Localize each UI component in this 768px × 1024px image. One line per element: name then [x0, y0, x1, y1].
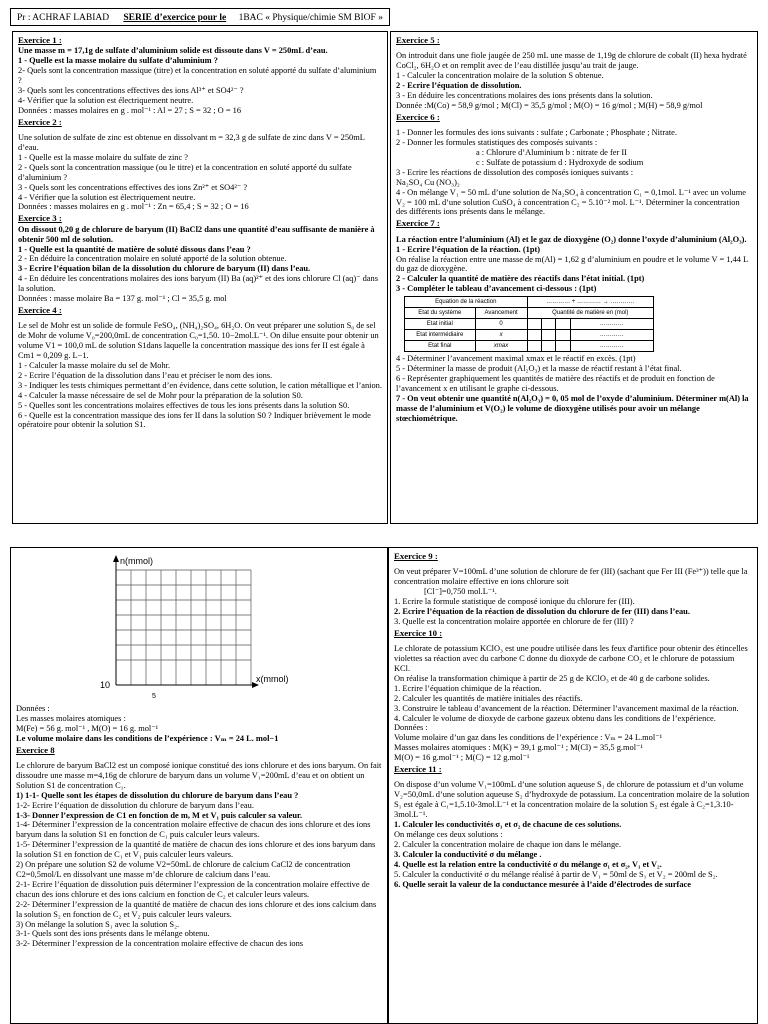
ex8-line: 1-5- Déterminer l’expression de la quantité de matière de chacun des ions chlorure et des ions baryum dans la solution S1 en fonction de C₁ et V₁ puis calculer leurs valeurs.	[16, 840, 376, 860]
ex6-line: 1 - Donner les formules des ions suivants : sulfate ; Carbonate ; Phosphate ; Nitrate.	[396, 128, 677, 138]
equation-dots: …………	[546, 298, 571, 305]
ex2-line: 4 - Vérifier que la solution est électriquement neutre.	[18, 192, 196, 202]
ex9-line: On veut préparer V=100mL d’une solution de chlorure de fer (III) (sachant que Fer III (Fe³⁺)) telle que la concentration molaire effective en ions chlorure soit	[394, 567, 748, 587]
ex11-line: 3. Calculer la conductivité σ du mélange .	[394, 849, 542, 859]
ex2-title: Exercice 2 :	[18, 116, 62, 127]
table-cell	[527, 319, 541, 330]
ex6-line: Na₂SO₄ Cu (NO₃)₂	[396, 177, 460, 187]
advance-intermediate: x	[475, 330, 527, 341]
ex11-line: 4. Quelle est la relation entre la conductivité σ du mélange σ₁ et σ₂, V₁ et V₂.	[394, 859, 662, 869]
state-intermediate: Etat intermédiaire	[405, 330, 476, 341]
ex10-line: Masses molaires atomiques : M(K) = 39,1 g.mol⁻¹ ; M(Cl) = 35,5 g.mol⁻¹	[394, 743, 643, 753]
ex10-line: Données :	[394, 723, 428, 733]
state-final: Etat final	[405, 341, 476, 352]
ex1-line: 4- Vérifier que la solution est électriquement neutre.	[18, 95, 194, 105]
graph-exercise-8-box	[10, 547, 388, 1024]
ex8-data-line: Données :	[16, 704, 50, 713]
ex2-line: 2 - Quels sont la concentration massique (ou le titre) et la concentration en soluté apporté du sulfate d’aluminium ?	[18, 162, 352, 182]
ex8-line: 1) 1-1- Quelle sont les étapes de dissolution du chlorure de baryum dans l’eau ?	[16, 790, 299, 800]
ex7-after-line: 4 - Déterminer l’avancement maximal xmax et le réactif en excès. (1pt)	[396, 354, 636, 364]
ex5-line: Donnée :M(Co) = 58,9 g/mol ; M(Cl) = 35,5 g/mol ; M(O) = 16 g/mol ; M(H) = 58,9 g/mol	[396, 100, 703, 110]
page-header	[10, 8, 390, 26]
ex10-line: 2. Calculer les quantités de matière initiales des réactifs.	[394, 693, 583, 703]
ex8-data-line: Les masses molaires atomiques :	[16, 713, 126, 723]
quantity-header: Quantité de matière en (mol)	[527, 308, 653, 319]
plus-sign: +	[571, 298, 576, 305]
ex10-line: M(O) = 16 g.mol⁻¹ ; M(C) = 12 g.mol⁻¹	[394, 753, 530, 763]
ex5-title: Exercice 5 :	[396, 35, 440, 45]
ex4-line: 1 - Calculer la masse molaire du sel de Mohr.	[18, 360, 171, 370]
blank-graph	[16, 550, 296, 700]
ex8-data-line: Le volume molaire dans les conditions de l’expérience : Vₘ = 24 L. mol−1	[16, 733, 279, 743]
ex8-line: 2-1- Ecrire l’équation de dissolution puis déterminer l’expression de la concentration molaire effective de chacun des ions chlorure et des ions calcium en fonction de C₂ et calculer leurs valeurs.	[16, 879, 370, 899]
ex1-line: Données : masses molaires en g . mol⁻¹ : Al = 27 ; S = 32 ; O = 16	[18, 105, 242, 115]
ex11-line: 1. Calculer les conductivités σ₁ et σ₂ de chacune de ces solutions.	[394, 820, 622, 830]
ex11-line: On mélange ces deux solutions :	[394, 829, 503, 839]
x-axis-label: x(mmol)	[256, 674, 289, 684]
state-header: Etat du système	[405, 308, 476, 319]
ex10-title: Exercice 10 :	[394, 627, 443, 638]
table-cell	[556, 330, 570, 341]
ex6-line: 2 - Donner les formules statistiques des composés suivants :	[396, 138, 598, 148]
exercises-9-11-box	[388, 547, 758, 1024]
ex1-line: 3- Quels sont les concentrations effectives des ions Al³⁺ et SO4²⁻ ?	[18, 86, 244, 95]
ex8-line: 1-2- Ecrire l’équation de dissolution du chlorure de baryum dans l’eau.	[16, 800, 254, 810]
ex3-line: 3 - Ecrire l’équation bilan de la dissolution du chlorure de baryum (II) dans l’eau.	[18, 264, 311, 274]
ex7-line: 2 - Calculer la quantité de matière des réactifs dans l’état initial. (1pt)	[396, 274, 645, 284]
y-arrow	[113, 555, 119, 562]
ex9-line: 3. Quelle est la concentration molaire apportée en chlorure de fer (III) ?	[394, 616, 634, 626]
y-axis-label: n(mmol)	[120, 556, 153, 566]
ex10-line: Le chlorate de potassium KClO₃ est une poudre utilisée dans les feux d'artifice pour obtenir des étincelles violettes sa réaction avec du carbone C donne du dioxyde de carbone CO₂ et le chlorure de potassium KCl.	[394, 644, 748, 673]
ex11-title: Exercice 11 :	[394, 764, 442, 775]
ex9-title: Exercice 9 :	[394, 551, 438, 561]
ex7-line: La réaction entre l’aluminium (Al) et le gaz de dioxygène (O₂) donne l’oxyde d’aluminium (Al₂O₃).	[396, 234, 747, 244]
advance-final: xmax	[475, 341, 527, 352]
ex8-line: 2-2- Déterminer l’expression de la quantité de matière de chacun des ions chlorure et des ions calcium dans la solution S₂ en fonction de C₂ et V₂ puis calculer leurs valeurs.	[16, 899, 377, 919]
ex10-line: 4. Calculer le volume de dioxyde de carbone gazeux obtenu dans les conditions de l’expérience.	[394, 713, 716, 723]
ex6-line: a : Chlorure d’Aluminium b : nitrate de fer II	[476, 148, 627, 157]
ex3-line: 4 - En déduire les concentrations molaires des ions baryum (II) Ba (aq)²⁺ et des ions chlorure Cl (aq)⁻ dans la solution.	[18, 274, 378, 294]
ex2-line: 1 - Quelle est la masse molaire du sulfate de zinc ?	[18, 152, 188, 162]
ex4-line: 3 - Indiquer les tests chimiques permettant d’en évidence, dans cette solution, le cation métallique et l’anion.	[18, 380, 382, 390]
ex3-line: Données : masse molaire Ba = 137 g. mol⁻¹ ; Cl = 35,5 g. mol	[18, 294, 227, 304]
ex8-line: 2) On prépare une solution S2 de volume V2=50mL de chlorure de calcium CaCl2 de concentration C2=0,5mol/L en dissolvant une masse m’de chlorure de calcium dans l’eau.	[16, 860, 351, 879]
table-cell	[541, 341, 555, 352]
ex4-line: 5 - Quelles sont les concentrations molaires effectives de tous les ions présents dans la solution S0.	[18, 400, 350, 410]
ex7-after-line: 7 - On veut obtenir une quantité n(Al₂O₃) = 0, 05 mol de l’oxyde d’aluminium. Déterminer m(Al) la masse de l’aluminium et V(O₂) le volume de dioxygène utilisés pour avoir un mélange stœchiométrique.	[396, 393, 749, 423]
ex7-line: 3 - Compléter le tableau d’avancement ci-dessous : (1pt)	[396, 284, 597, 294]
advance-header: Avancement	[475, 308, 527, 319]
table-cell	[527, 330, 541, 341]
equation-dots: …………	[577, 298, 602, 305]
ex1-line: 2- Quels sont la concentration massique (titre) et la concentration en soluté apporté du sulfate d’aluminium ?	[18, 66, 377, 86]
cell-dots: …………	[570, 319, 653, 330]
state-initial: Etat initial	[405, 319, 476, 330]
ex10-line: On réalise la transformation chimique à partir de 25 g de KClO₃ et de 40 g de carbone solides.	[394, 673, 710, 683]
ex8-line: 1-3- Donner l’expression de C1 en fonction de m, M et V₁ puis calculer sa valeur.	[16, 810, 303, 820]
ex8-line: 1-4- Déterminer l’expression de la concentration molaire effective de chacun des ions chlorure et des ions baryum dans la solution S1 en fonction de C₁ puis calculer leurs valeurs.	[16, 820, 371, 840]
arrow-sign: →	[602, 298, 609, 305]
equation-label: Equation de la réaction	[405, 297, 528, 308]
cell-dots: …………	[570, 330, 653, 341]
ex6-line: c : Sulfate de potassium d : Hydroxyde de sodium	[476, 157, 644, 167]
ex4-line: 2 - Ecrire l’équation de la dissolution dans l’eau et préciser le nom des ions.	[18, 370, 273, 380]
ex11-line: 2. Calculer la concentration molaire de chaque ion dans le mélange.	[394, 839, 621, 849]
table-cell	[556, 319, 570, 330]
ex3-line: 1 - Quelle est la quantité de matière de soluté dissous dans l’eau ?	[18, 244, 251, 254]
ex7-line: 1 - Ecrire l’équation de la réaction. (1pt)	[396, 244, 541, 254]
equation-dots: …………	[610, 298, 635, 305]
ex8-title: Exercice 8	[16, 744, 55, 755]
ex7-line: On réalise la réaction entre une masse de m(Al) = 1,62 g d’aluminium en poudre et le volume V = 1,44 L du gaz de dioxygène.	[396, 254, 748, 274]
series-title: SERIE d’exercice pour le	[123, 13, 227, 23]
advance-initial: 0	[475, 319, 527, 330]
table-cell	[527, 341, 541, 352]
ex3-line: On dissout 0,20 g de chlorure de baryum (II) BaCl2 dans une quantité d’eau suffisante de manière à obtenir 500 ml de solution.	[18, 224, 375, 244]
grid-lines	[116, 570, 251, 685]
graph-grid	[16, 550, 296, 700]
ex7-title: Exercice 7 :	[396, 218, 440, 229]
ex1-title: Exercice 1 :	[18, 35, 62, 45]
ex6-title: Exercice 6 :	[396, 111, 440, 122]
ex8-line: Le chlorure de baryum BaCl2 est un composé ionique constitué des ions chlorure et des ions baryum. On fait dissoudre une masse m=4,16g de chlorure de baryum dans un volume V₁=200mL d’eau et on obtient un Solution S1 de concentration C₁.	[16, 761, 382, 790]
table-cell	[556, 341, 570, 352]
ex5-line: 1 - Calculer la concentration molaire de la solution S obtenue.	[396, 71, 604, 81]
ex10-line: 3. Construire le tableau d’avancement de la réaction. Déterminer l’avancement maximal de la réaction.	[394, 703, 739, 713]
ex3-line: 2 - En déduire la concentration molaire en soluté apporté de la solution obtenue.	[18, 254, 287, 264]
level: 1BAC « Physique/chimie SM BIOF »	[238, 13, 383, 23]
ex11-line: On dispose d’un volume V₁=100mL d’une solution aqueuse S₁ de chlorure de potassium et d’un volume V₂=50,0mL d’une solution aqueuse S₂ d’hydroxyde de potassium. La concentration molaire de la solution S₁ est égale à C₁=1,5.10-3mol.L⁻¹ et la concentration molaire de la solution S₂ est égale à C₂=1,3.10-3mol.L⁻¹.	[394, 780, 750, 820]
ex9-line: 2. Ecrire l’équation de la réaction de dissolution du chlorure de fer (III) dans l’eau.	[394, 607, 690, 616]
ex2-line: 3 - Quels sont les concentrations effectives des ions Zn²⁺ et SO4²⁻ ?	[18, 182, 248, 192]
advancement-table	[404, 296, 654, 352]
ex7-after-line: 5 - Déterminer la masse de produit (Al₂O₃) et la masse de réactif restant à l’état final.	[396, 364, 682, 374]
ex5-line: 2 - Ecrire l’équation de dissolution.	[396, 81, 522, 91]
ex9-line: 1. Ecrire la formule statistique de composé ionique du chlorure fer (III).	[394, 597, 635, 607]
ex11-line: 6. Quelle serait la valeur de la conductance mesurée à l’aide d’électrodes de surface	[394, 879, 691, 889]
ex2-line: Données : masses molaires en g . mol⁻¹ : Zn = 65,4 ; S = 32 ; O = 16	[18, 202, 249, 212]
exercises-5-7-box	[390, 31, 758, 524]
ex3-title: Exercice 3 :	[18, 213, 62, 224]
ex8-data-line: M(Fe) = 56 g. mol⁻¹ , M(O) = 16 g. mol⁻¹	[16, 723, 159, 733]
ex8-line: 3-1- Quels sont des ions présents dans le mélange obtenu.	[16, 929, 210, 939]
ex10-line: Volume molaire d’un gaz dans les conditions de l’expérience : Vₘ = 24 L.mol⁻¹	[394, 733, 663, 743]
ex8-line: 3) On mélange la solution S₁ avec la solution S₂.	[16, 919, 180, 929]
ex9-line: [Cl⁻]=0,750 mol.L⁻¹.	[424, 587, 497, 597]
ex2-line: Une solution de sulfate de zinc est obtenue en dissolvant m = 32,3 g de sulfate de zinc dans V = 250mL d’eau.	[18, 133, 365, 152]
exercises-1-4-box	[12, 31, 388, 524]
table-cell	[541, 319, 555, 330]
x-tick-label: 5	[152, 693, 156, 700]
ex4-line: 6 - Quelle est la concentration massique des ions fer II dans la solution S0 ? Indiquer brièvement le mode opératoire pour obtenir la solution S1.	[18, 410, 371, 430]
ex11-line: 5. Calculer la conductivité σ du mélange réalisé à partir de V₁ = 50ml de S₁ et V₂ = 200ml de S₂.	[394, 869, 718, 879]
ex5-line: On introduit dans une fiole jaugée de 250 mL une masse de 1,19g de chlorure de cobalt (II) hexa hydraté CoCl₂, 6H₂O et on remplit avec de l’eau distillée jusqu’au trait de jauge.	[396, 51, 747, 71]
ex7-after-line: 6 - Représenter graphiquement les quantités de matière des réactifs et de produit en fonction de l’avancement x en utilisant le graphe ci-dessous.	[396, 373, 715, 393]
ex6-line: 4 - On mélange V₁ = 50 mL d’une solution de Na₂SO₄ à concentration C₁ = 0,1mol. L⁻¹ avec un volume V₂ = 100 mL d’une solution CuSO₄ à concentration C₂ = 5.10⁻² mol. L⁻¹. Déterminer la concentration des différents ions présents dans le mélange.	[396, 187, 746, 217]
cell-dots: …………	[570, 341, 653, 352]
ex6-line: 3 - Ecrire les réactions de dissolution des composés ioniques suivants :	[396, 167, 634, 177]
ex10-line: 1. Ecrire l’équation chimique de la réaction.	[394, 683, 542, 693]
ex4-line: Le sel de Mohr est un solide de formule FeSO₄, (NH₄)₂SO₄, 6H₂O. On veut préparer une solution S₀ de sel de Mohr de volume V₀=200,0mL de concentration C₀=1,50. 10−2mol.L⁻¹. On dilue ensuite pour obtenir un volume V1 = 100,0 mL de solution S1dans laquelle la concentration massique des ions fer II est égale à Cm1 = 0,209 g. L−1.	[18, 321, 379, 361]
ex1-line: 1 - Quelle est la masse molaire du sulfate d’aluminium ?	[18, 56, 218, 66]
equation-cell	[527, 297, 653, 308]
ex5-line: 3 - En déduire les concentrations molaires des ions présents dans la solution.	[396, 91, 653, 100]
author: Pr : ACHRAF LABIAD	[17, 13, 110, 23]
ex4-line: 4 - Calculer la masse nécessaire de sel de Mohr pour la préparation de la solution S0.	[18, 390, 303, 400]
ex1-line: Une masse m = 17,1g de sulfate d’aluminium solide est dissoute dans V = 250mL d’eau.	[18, 46, 328, 56]
ex4-title: Exercice 4 :	[18, 304, 62, 315]
table-cell	[541, 330, 555, 341]
ex8-line: 3-2- Déterminer l’expression de la concentration molaire effective de chacun des ions	[16, 939, 304, 949]
y-tick-label: 10	[100, 680, 111, 690]
